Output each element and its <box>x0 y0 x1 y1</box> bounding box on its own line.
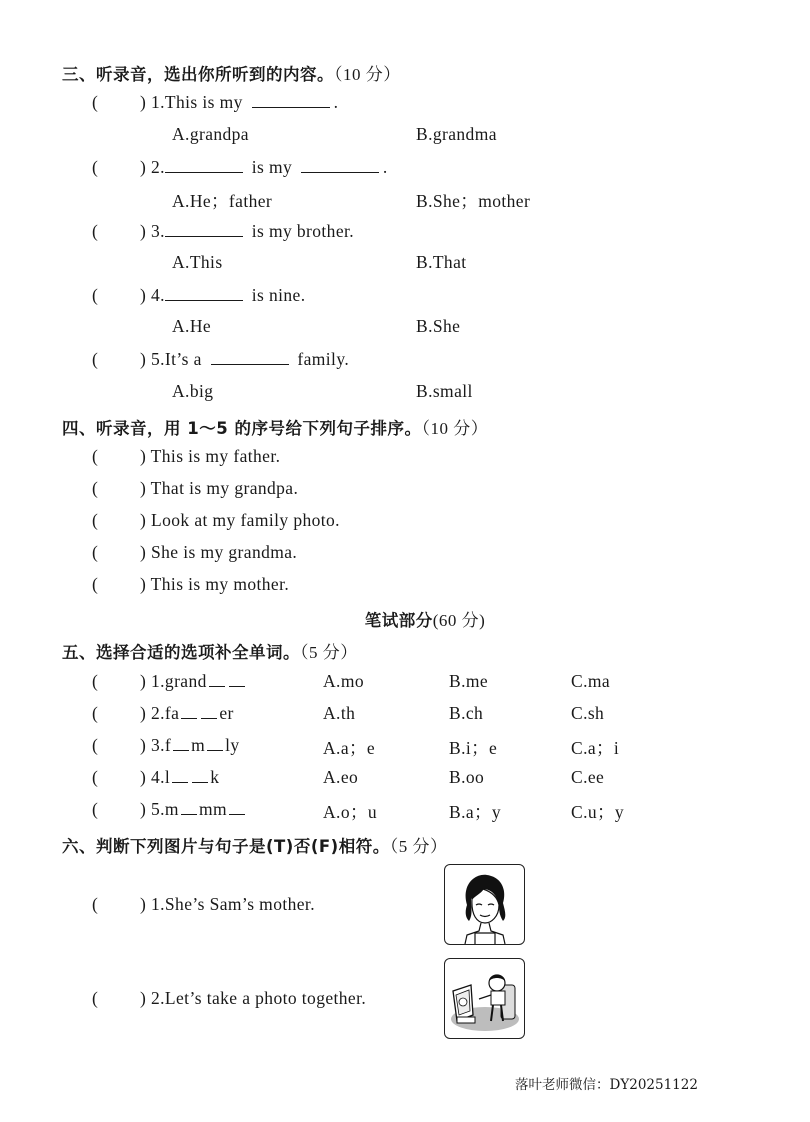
sentence: ) 2.Let’s take a photo together. <box>140 988 367 1008</box>
sentence: ) She is my grandma. <box>140 542 298 562</box>
word-part: k <box>210 767 220 787</box>
option-b[interactable]: B.ch <box>449 703 484 723</box>
letter-blank[interactable] <box>181 706 197 719</box>
option-b[interactable]: B.She <box>416 316 461 336</box>
answer-paren[interactable]: ( <box>92 703 99 723</box>
sentence: ) This is my mother. <box>140 574 290 594</box>
answer-paren[interactable]: ( <box>92 799 99 819</box>
option-b[interactable]: B.She；mother <box>416 191 531 211</box>
option-a[interactable]: A.big <box>172 381 214 401</box>
sentence: ) This is my father. <box>140 446 281 466</box>
blank-line[interactable] <box>211 350 289 365</box>
section5-heading <box>62 638 358 663</box>
letter-blank[interactable] <box>229 674 245 687</box>
option-c[interactable]: C.u；y <box>571 802 625 822</box>
q-body <box>140 221 354 242</box>
answer-paren[interactable]: ( <box>92 735 99 755</box>
letter-blank[interactable] <box>207 738 223 751</box>
q-text: ) 2. <box>140 157 165 177</box>
answer-paren[interactable]: ( <box>92 894 99 914</box>
option-b[interactable]: B.me <box>449 671 489 691</box>
written-part-title: 笔试部分 <box>364 611 433 630</box>
blank-line[interactable] <box>165 222 243 237</box>
answer-paren[interactable]: ( <box>92 478 99 498</box>
word-part: ) 3.f <box>140 735 172 755</box>
answer-paren[interactable]: ( <box>92 157 99 177</box>
answer-paren[interactable]: ( <box>92 92 99 112</box>
sentence: ) 1.She’s Sam’s mother. <box>140 894 315 914</box>
word-body <box>140 703 234 724</box>
section4-score: （10 分） <box>421 419 489 438</box>
word-part: ) 5.m <box>140 799 179 819</box>
word-part: m <box>191 735 206 755</box>
answer-paren[interactable]: ( <box>92 542 99 562</box>
written-part-heading <box>0 606 810 631</box>
option-b[interactable]: B.i；e <box>449 738 498 758</box>
section4-title: 四、听录音，用 1～5 的序号给下列句子排序。 <box>62 419 422 438</box>
smiling-woman-picture <box>444 864 525 945</box>
section5-score: （5 分） <box>300 643 358 662</box>
q-text: ) 5.It’s a <box>140 349 207 369</box>
word-part: ) 4.l <box>140 767 171 787</box>
option-a[interactable]: A.grandpa <box>172 124 249 144</box>
section5-title: 五、选择合适的选项补全单词。 <box>62 643 300 662</box>
blank-line[interactable] <box>165 286 243 301</box>
letter-blank[interactable] <box>181 802 197 815</box>
boy-tv-illustration-icon <box>445 959 524 1038</box>
option-a[interactable]: A.eo <box>323 767 359 787</box>
answer-paren[interactable]: ( <box>92 671 99 691</box>
section6-title: 六、判断下列图片与句子是(T)否(F)相符。 <box>62 837 390 856</box>
answer-paren[interactable]: ( <box>92 221 99 241</box>
q-text-end: . <box>333 92 339 112</box>
option-b[interactable]: B.That <box>416 252 467 272</box>
answer-paren[interactable]: ( <box>92 349 99 369</box>
word-part: ) 2.fa <box>140 703 180 723</box>
word-part: ) 1.grand <box>140 671 207 691</box>
option-b[interactable]: B.grandma <box>416 124 497 144</box>
section3-heading <box>62 60 401 85</box>
sentence: ) That is my grandpa. <box>140 478 299 498</box>
word-part: er <box>219 703 234 723</box>
q-text-end: is nine. <box>246 285 306 305</box>
letter-blank[interactable] <box>192 770 208 783</box>
word-part: mm <box>198 799 227 819</box>
word-part: ly <box>225 735 240 755</box>
option-b[interactable]: B.oo <box>449 767 485 787</box>
q-text-end: is my brother. <box>246 221 355 241</box>
q-text-end: . <box>382 157 388 177</box>
answer-paren[interactable]: ( <box>92 510 99 530</box>
q-text-end: family. <box>292 349 350 369</box>
letter-blank[interactable] <box>209 674 225 687</box>
option-b[interactable]: B.small <box>416 381 473 401</box>
q-text: ) 3. <box>140 221 165 241</box>
section3-title: 三、听录音，选出你所听到的内容。 <box>62 65 334 84</box>
boy-watching-tv-picture <box>444 958 525 1039</box>
section6-heading <box>62 832 447 857</box>
answer-paren[interactable]: ( <box>92 767 99 787</box>
word-body <box>140 735 240 756</box>
word-body <box>140 799 247 820</box>
q-text-mid: is my <box>246 157 297 177</box>
word-body <box>140 671 247 692</box>
q-text: ) 1.This is my <box>140 92 248 112</box>
blank-line[interactable] <box>301 158 379 173</box>
q-text: ) 4. <box>140 285 165 305</box>
q-body <box>140 92 338 113</box>
option-a[interactable]: A.o；u <box>323 802 378 822</box>
letter-blank[interactable] <box>173 738 189 751</box>
option-a[interactable]: A.He；father <box>172 191 273 211</box>
option-a[interactable]: A.mo <box>323 671 364 691</box>
section4-heading <box>62 414 488 439</box>
option-c[interactable]: C.ee <box>571 767 605 787</box>
section6-score: （5 分） <box>389 837 448 856</box>
q-body <box>140 285 305 306</box>
option-c[interactable]: C.sh <box>571 703 605 723</box>
option-a[interactable]: A.th <box>323 703 356 723</box>
answer-paren[interactable]: ( <box>92 446 99 466</box>
letter-blank[interactable] <box>201 706 217 719</box>
option-c[interactable]: C.ma <box>571 671 611 691</box>
word-body <box>140 767 219 788</box>
option-a[interactable]: A.He <box>172 316 212 336</box>
option-c[interactable]: C.a；i <box>571 738 620 758</box>
answer-paren[interactable]: ( <box>92 574 99 594</box>
sentence: ) Look at my family photo. <box>140 510 340 530</box>
section3-score: （10 分） <box>334 65 401 84</box>
q-body <box>140 157 388 178</box>
written-part-score: (60 分) <box>432 611 486 630</box>
footer-contact: 落叶老师微信：DY20251122 <box>515 1077 698 1093</box>
option-b[interactable]: B.a；y <box>449 802 502 822</box>
answer-paren[interactable]: ( <box>92 988 99 1008</box>
letter-blank[interactable] <box>172 770 188 783</box>
option-a[interactable]: A.a；e <box>323 738 376 758</box>
blank-line[interactable] <box>165 158 243 173</box>
blank-line[interactable] <box>252 93 330 108</box>
option-a[interactable]: A.This <box>172 252 223 272</box>
woman-illustration-icon <box>445 865 524 944</box>
q-body <box>140 349 349 370</box>
answer-paren[interactable]: ( <box>92 285 99 305</box>
letter-blank[interactable] <box>229 802 245 815</box>
